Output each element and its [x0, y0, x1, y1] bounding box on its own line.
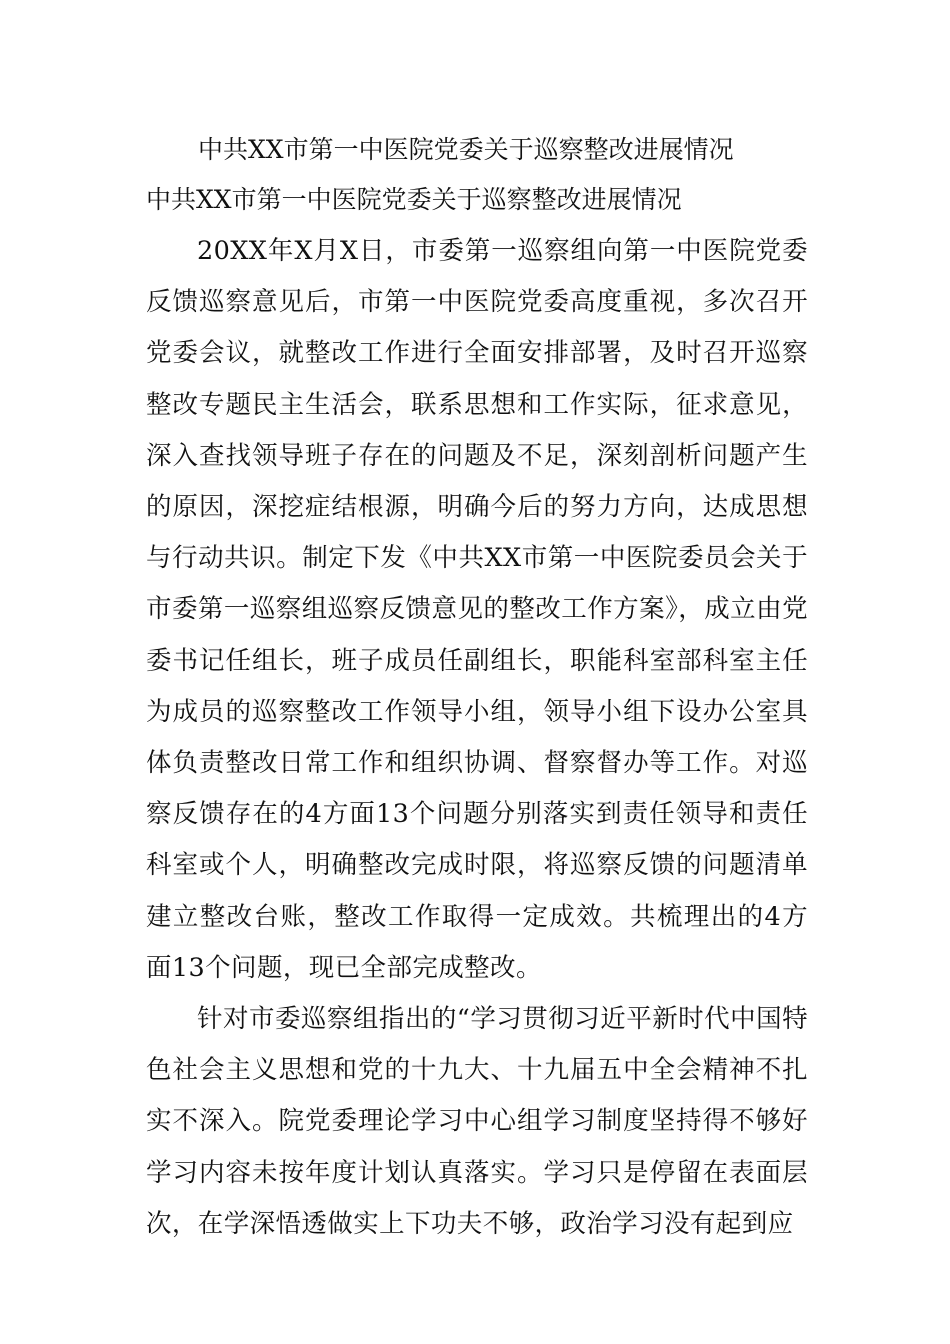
paragraph: 20XX年X月X日，市委第一巡察组向第一中医院党委反馈巡察意见后，市第一中医院党委高度重视，多次召开党委会议，就整改工作进行全面安排部署，及时召开巡察整改专题民主生活会，联系思想和工作实际，征求意见，深入查找领导班子存在的问题及不足，深刻剖析问题产生的原因，深挖症结根源，明确今后的努力方向，达成思想与行动共识。制定下发《中共XX市第一中医院委员会关于市委第一巡察组巡察反馈意见的整改工作方案》，成立由党委书记任组长，班子成员任副组长，职能科室部科室主任为成员的巡察整改工作领导小组，领导小组下设办公室具体负责整改日常工作和组织协调、督察督办等工作。对巡察反馈存在的4方面13个问题分别落实到责任领导和责任科室或个人，明确整改完成时限，将巡察反馈的问题清单建立整改台账，整改工作取得一定成效。共梳理出的4方面13个问题，现已全部完成整改。	[146, 236, 808, 983]
document-body	[146, 226, 808, 1250]
document-title: 中共XX市第一中医院党委关于巡察整改进展情况	[198, 135, 734, 164]
document-subtitle: 中共XX市第一中医院党委关于巡察整改进展情况	[146, 185, 682, 214]
paragraph: 针对市委巡察组指出的“学习贯彻习近平新时代中国特色社会主义思想和党的十九大、十九届五中全会精神不扎实不深入。院党委理论学习中心组学习制度坚持得不够好学习内容未按年度计划认真落实。学习只是停留在表面层次，在学深悟透做实上下功夫不够，政治学习没有起到应	[146, 1004, 808, 1239]
